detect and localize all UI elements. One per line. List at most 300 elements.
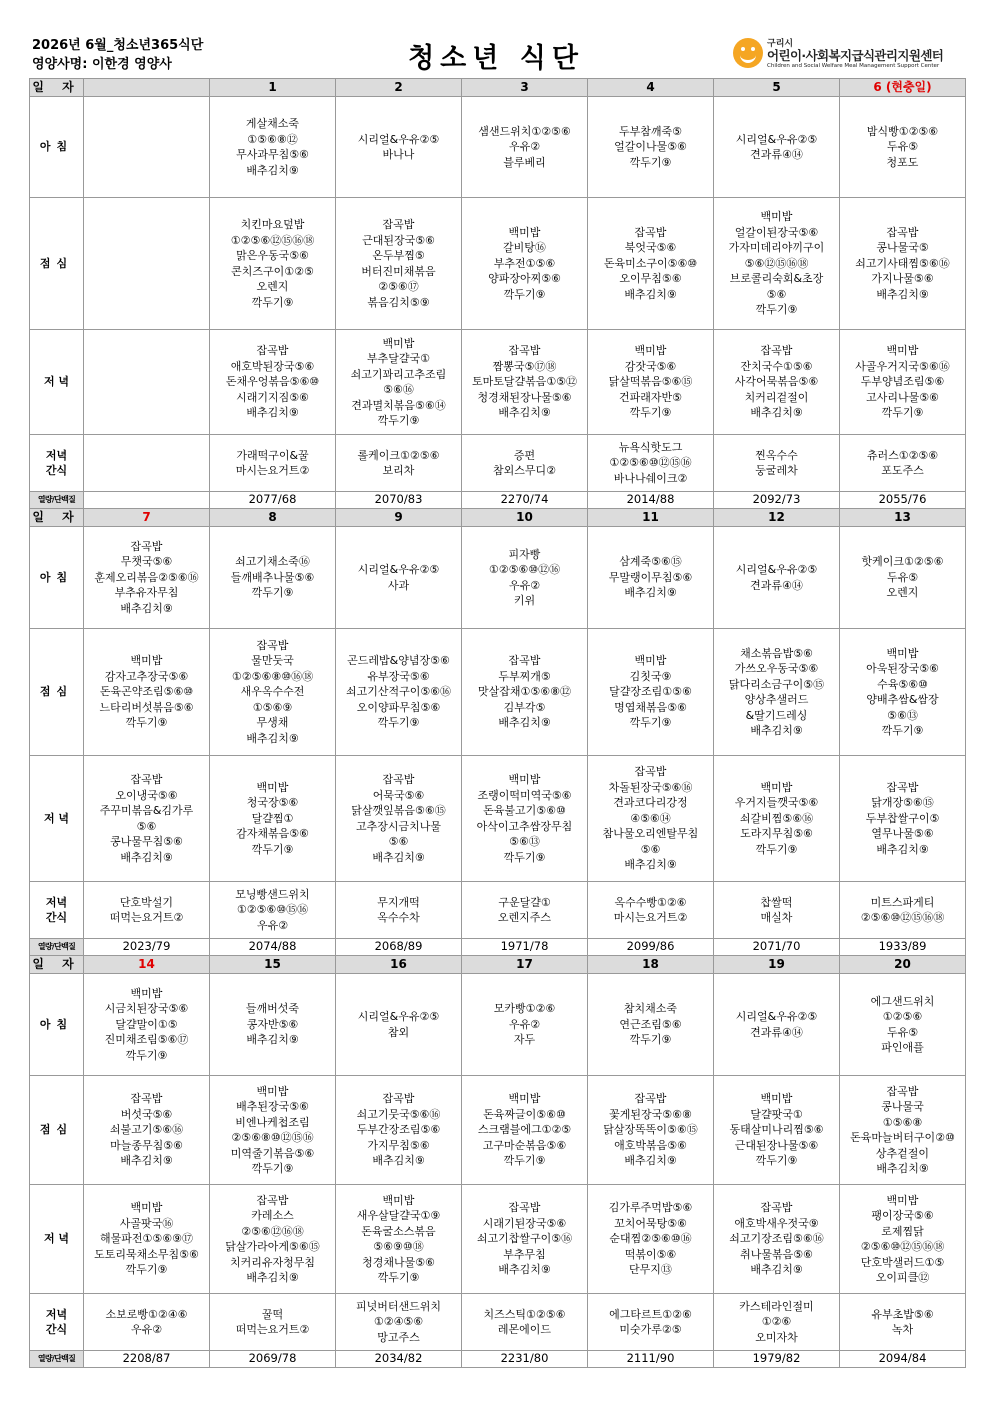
dinner-cell xyxy=(336,1185,462,1294)
breakfast-cell xyxy=(840,97,966,198)
breakfast-cell xyxy=(84,97,210,198)
menu-item: 카스테라인절미 xyxy=(739,1299,814,1313)
menu-item: 돈채우엉볶음⑤⑥⑩ xyxy=(225,375,320,389)
menu-item: 감잣국⑤⑥ xyxy=(624,359,677,373)
menu-item: 돈육미소구이⑤⑥⑩ xyxy=(603,256,698,270)
menu-item: 닭살가라아게⑤⑥⑮ xyxy=(225,1240,320,1253)
menu-item: 배추된장국⑤⑥ xyxy=(236,1100,309,1113)
menu-item: ⑤⑥⑨⑩⑱ xyxy=(373,1240,424,1253)
menu-item: 유부장국⑤⑥ xyxy=(367,669,430,683)
menu-item: 무말랭이무침⑤⑥ xyxy=(608,570,693,584)
menu-item: 백미밥 xyxy=(886,1193,919,1207)
breakfast-cell xyxy=(210,974,336,1076)
day-date: 2 xyxy=(336,79,462,97)
menu-item: 백미밥 xyxy=(382,336,415,350)
lunch-cell xyxy=(588,198,714,330)
menu-item: 쇠고기장조림⑤⑥⑯ xyxy=(729,1232,824,1246)
lunch-cell xyxy=(714,198,840,330)
menu-item: 부추무침 xyxy=(503,1247,546,1261)
calorie-value: 2070/83 xyxy=(336,492,462,509)
menu-item: 콩나물국⑤ xyxy=(876,241,929,255)
menu-item: 모카빵①②⑥ xyxy=(493,1002,556,1016)
menu-item: 잡곡밥 xyxy=(256,638,289,652)
lunch-cell xyxy=(210,1076,336,1185)
menu-item: 배추김치⑨ xyxy=(624,586,677,600)
menu-item: 토마토달걀볶음①⑤⑫ xyxy=(471,375,578,389)
menu-item: 들깨배추나물⑤⑥ xyxy=(230,570,315,584)
calorie-value: 2055/76 xyxy=(840,492,966,509)
menu-item: 백미밥 xyxy=(256,1084,289,1098)
menu-item: 사과 xyxy=(387,578,410,592)
menu-item: 백미밥 xyxy=(886,344,919,358)
lunch-cell xyxy=(462,1076,588,1185)
menu-item: 양배추쌈&쌈장 xyxy=(866,693,939,706)
calorie-label: 열량/단백질 xyxy=(30,939,84,956)
lunch-label xyxy=(30,198,84,330)
dietitian-name: 영양사명: 이한경 영양사 xyxy=(32,57,172,72)
lunch-cell xyxy=(840,1076,966,1185)
menu-item: 시리얼&우유②⑤ xyxy=(357,563,440,576)
dinner-label xyxy=(30,756,84,882)
meal-plan-table xyxy=(29,78,966,1368)
calorie-label: 열량/단백질 xyxy=(30,1351,84,1368)
breakfast-row xyxy=(30,97,966,198)
date-label: 일 자 xyxy=(30,79,84,97)
menu-item: 진미채조림⑤⑥⑰ xyxy=(104,1033,189,1047)
menu-item: 훈제오리볶음②⑤⑥⑯ xyxy=(94,570,199,584)
menu-item: 미트스파게티 xyxy=(870,895,935,909)
menu-item: 백미밥 xyxy=(760,780,793,794)
meal-label-lunch: 점심 xyxy=(39,256,74,270)
day-date: 19 xyxy=(714,956,840,974)
calorie-value: 2068/89 xyxy=(336,939,462,956)
menu-item: 배추김치⑨ xyxy=(246,731,299,745)
menu-item: 배추김치⑨ xyxy=(246,1271,299,1284)
menu-item: 깍두기⑨ xyxy=(251,586,294,600)
lunch-cell xyxy=(462,629,588,756)
logo-english-name: Children and Social Welfare Meal Management Support Center xyxy=(767,63,940,69)
menu-item: 브로콜리숙회&초장 xyxy=(729,272,824,286)
breakfast-row xyxy=(30,527,966,629)
menu-item: 카레소스 xyxy=(251,1209,294,1222)
menu-item: 참외 xyxy=(387,1025,410,1039)
snack-cell xyxy=(462,1294,588,1351)
menu-item: 잔치국수①⑤⑥ xyxy=(740,359,813,373)
menu-item: 두유⑤ xyxy=(886,140,919,154)
lunch-cell xyxy=(588,1076,714,1185)
menu-item: 애호박새우젓국⑨ xyxy=(734,1216,819,1230)
menu-item: ①②④⑤⑥ xyxy=(373,1315,424,1329)
menu-item: 백미밥 xyxy=(130,986,163,1000)
dinner-cell xyxy=(840,330,966,435)
day-date: 20 xyxy=(840,956,966,974)
menu-item: 오이양파무침⑤⑥ xyxy=(356,700,441,714)
menu-item: 두부찌개⑤ xyxy=(498,669,551,683)
day-date: 8 xyxy=(210,509,336,527)
menu-item: 배추김치⑨ xyxy=(624,287,677,301)
menu-item: 레몬에이드 xyxy=(497,1323,552,1336)
menu-item: 두유⑤ xyxy=(886,570,919,584)
menu-item: 견과코다리강정 xyxy=(613,796,688,810)
menu-item: 깍두기⑨ xyxy=(251,842,294,856)
menu-item: 백미밥 xyxy=(256,780,289,794)
menu-item: 잡곡밥 xyxy=(886,780,919,794)
snack-cell xyxy=(714,435,840,492)
menu-item: 키위 xyxy=(513,594,536,607)
menu-item: ⑤⑥⑫⑮⑯⑱ xyxy=(744,256,809,270)
calorie-value: 1971/78 xyxy=(462,939,588,956)
menu-item: ①②⑤⑥⑩⑫⑯ xyxy=(488,563,561,576)
menu-item: ⑤⑥ xyxy=(766,287,787,301)
day-date xyxy=(84,79,210,97)
menu-item: 깍두기⑨ xyxy=(377,716,420,730)
day-date: 1 xyxy=(210,79,336,97)
snack-label xyxy=(30,435,84,492)
meal-label-snack_2: 간식 xyxy=(45,1323,68,1336)
menu-item: 두부양념조림⑤⑥ xyxy=(860,375,945,389)
menu-item: 우유② xyxy=(130,1323,163,1336)
lunch-cell xyxy=(210,629,336,756)
dinner-cell xyxy=(210,330,336,435)
menu-item: 김칫국⑨ xyxy=(629,669,672,683)
meal-label-breakfast: 아침 xyxy=(39,1017,74,1031)
menu-item: 버섯국⑤⑥ xyxy=(120,1107,173,1121)
snack-cell xyxy=(462,435,588,492)
menu-item: 잡곡밥 xyxy=(886,225,919,239)
menu-item: 잡곡밥 xyxy=(634,1092,667,1106)
menu-item: 잡곡밥 xyxy=(130,773,163,786)
meal-label-snack_2: 간식 xyxy=(45,911,68,924)
snack-cell xyxy=(462,882,588,939)
menu-item: 달걀찜① xyxy=(251,811,294,825)
menu-item: 배추김치⑨ xyxy=(750,406,803,420)
lunch-row xyxy=(30,629,966,756)
menu-item: 아삭이고추쌈장무침 xyxy=(476,819,573,833)
menu-item: 순대찜②⑤⑥⑩⑯ xyxy=(609,1232,692,1246)
calorie-value: 2034/82 xyxy=(336,1351,462,1368)
menu-item: 잡곡밥 xyxy=(256,1193,289,1207)
menu-item: 피넛버터샌드위치 xyxy=(355,1299,441,1313)
menu-item: 시리얼&우유②⑤ xyxy=(357,1010,440,1023)
menu-item: 근대된장나물⑤⑥ xyxy=(734,1138,819,1152)
menu-item: 녹차 xyxy=(891,1323,914,1336)
date-label: 일 자 xyxy=(30,956,84,974)
calorie-value: 2208/87 xyxy=(84,1351,210,1368)
menu-item: 깍두기⑨ xyxy=(251,295,294,309)
menu-item: 두부간장조림⑤⑥ xyxy=(356,1123,441,1137)
snack-cell xyxy=(210,882,336,939)
snack-row xyxy=(30,1294,966,1351)
menu-item: 콩나물무침⑤⑥ xyxy=(110,835,183,848)
menu-item: 깍두기⑨ xyxy=(881,724,924,737)
menu-item: 매실차 xyxy=(760,911,793,924)
menu-item: 사골팟국⑯ xyxy=(119,1216,174,1230)
snack-cell xyxy=(588,882,714,939)
calorie-value: 2270/74 xyxy=(462,492,588,509)
menu-item: 단호박샐러드①⑤ xyxy=(860,1255,945,1269)
snack-cell xyxy=(714,882,840,939)
menu-item: 무생채 xyxy=(256,716,289,730)
menu-item: ②⑤⑥⑰ xyxy=(378,280,419,293)
day-date: 11 xyxy=(588,509,714,527)
menu-item: 갈비탕⑯ xyxy=(503,241,546,255)
calorie-value: 2092/73 xyxy=(714,492,840,509)
calorie-value: 2077/68 xyxy=(210,492,336,509)
menu-item: 잡곡밥 xyxy=(634,765,667,779)
menu-item: 버터진미채볶음 xyxy=(361,264,436,278)
menu-item: 닭살깻잎볶음⑤⑥⑮ xyxy=(351,804,446,817)
date-label: 일 자 xyxy=(30,509,84,527)
menu-item: 백미밥 xyxy=(130,1201,163,1215)
menu-item: 청포도 xyxy=(886,155,919,169)
menu-item: 비엔나케첩조림 xyxy=(235,1115,310,1129)
snack-cell xyxy=(840,882,966,939)
menu-item: 견과류④⑭ xyxy=(750,148,803,161)
menu-item: 백미밥 xyxy=(508,225,541,239)
meal-label-snack_1: 저녁 xyxy=(45,1307,68,1321)
menu-item: 미역줄기볶음⑤⑥ xyxy=(230,1146,315,1160)
calorie-value: 2069/78 xyxy=(210,1351,336,1368)
menu-item: ⑤⑥ xyxy=(136,819,157,833)
menu-item: 롤케이크①②⑤⑥ xyxy=(357,448,440,462)
menu-item: 깍두기⑨ xyxy=(629,406,672,420)
menu-item: 사각어묵볶음⑤⑥ xyxy=(734,375,819,389)
menu-item: 오렌지 xyxy=(256,280,289,293)
day-date: 9 xyxy=(336,509,462,527)
menu-item: 두유⑤ xyxy=(886,1025,919,1039)
menu-item: 우유② xyxy=(508,1017,541,1031)
menu-item: 로제찜닭 xyxy=(881,1224,924,1238)
dinner-cell xyxy=(588,1185,714,1294)
menu-item: 달걀장조림①⑤⑥ xyxy=(609,685,692,699)
menu-item: 시리얼&우유②⑤ xyxy=(735,1010,818,1023)
menu-item: 견과류④⑭ xyxy=(750,1025,803,1039)
menu-item: 아욱된장국⑤⑥ xyxy=(866,662,939,675)
menu-item: 우유② xyxy=(256,918,289,932)
menu-item: 단호박설기 xyxy=(119,895,174,909)
snack-cell xyxy=(84,435,210,492)
breakfast-cell xyxy=(588,97,714,198)
date-header-row xyxy=(30,79,966,97)
menu-item: 닭다리소금구이⑤⑮ xyxy=(728,677,825,691)
calorie-row xyxy=(30,939,966,956)
breakfast-cell xyxy=(336,97,462,198)
dinner-cell xyxy=(714,330,840,435)
dinner-row xyxy=(30,1185,966,1294)
menu-item: 배추김치⑨ xyxy=(372,1154,425,1168)
menu-item: 고사리나물⑤⑥ xyxy=(866,390,939,404)
menu-item: 배추김치⑨ xyxy=(120,601,173,615)
dinner-label xyxy=(30,330,84,435)
menu-item: 에그타르트①②⑥ xyxy=(609,1307,692,1321)
breakfast-cell xyxy=(462,527,588,629)
menu-item: ②⑤⑥⑩⑫⑮⑯⑱ xyxy=(860,911,945,924)
menu-item: 깍두기⑨ xyxy=(503,850,546,864)
menu-item: 배추김치⑨ xyxy=(120,850,173,864)
menu-item: 배추김치⑨ xyxy=(120,1154,173,1168)
dinner-cell xyxy=(462,330,588,435)
menu-item: 두부찹쌀구이⑤ xyxy=(865,811,940,825)
dinner-cell xyxy=(588,330,714,435)
lunch-cell xyxy=(84,629,210,756)
menu-item: 잡곡밥 xyxy=(760,344,793,358)
menu-item: ①②⑤⑥⑩⑮⑯ xyxy=(236,903,309,917)
menu-item: 고추장시금치나물 xyxy=(355,819,441,833)
menu-item: 쇠불고기⑤⑥⑯ xyxy=(109,1123,184,1137)
menu-item: 취나물볶음⑤⑥ xyxy=(740,1247,813,1261)
menu-item: 새우살달걀국①⑨ xyxy=(356,1209,441,1222)
menu-item: 돈육굴소스볶음 xyxy=(361,1224,436,1238)
menu-item: 핫케이크①②⑤⑥ xyxy=(861,555,944,569)
dinner-cell xyxy=(336,756,462,882)
day-date: 16 xyxy=(336,956,462,974)
menu-item: 게살채소죽 xyxy=(245,117,300,130)
menu-item: 바나나 xyxy=(382,148,415,161)
menu-item: 쇠고기사태찜⑤⑥⑯ xyxy=(855,256,950,270)
lunch-row xyxy=(30,1076,966,1185)
menu-item: 백미밥 xyxy=(886,646,919,660)
snack-cell xyxy=(336,1294,462,1351)
menu-item: 깍두기⑨ xyxy=(629,716,672,730)
menu-item: 치커리겉절이 xyxy=(744,390,809,404)
dinner-cell xyxy=(84,756,210,882)
menu-item: ⑤⑥ xyxy=(640,842,661,856)
menu-item: 백미밥 xyxy=(130,654,163,668)
logo-center-name: 어린이·사회복지급식관리지원센터 xyxy=(767,48,944,63)
menu-item: 달걀팟국① xyxy=(750,1107,803,1121)
menu-item: 열무나물⑤⑥ xyxy=(871,827,934,841)
dinner-cell xyxy=(714,756,840,882)
menu-item: 백미밥 xyxy=(508,1092,541,1106)
menu-item: 잡곡밥 xyxy=(130,1092,163,1106)
menu-item: 깍두기⑨ xyxy=(629,1033,672,1047)
lunch-cell xyxy=(840,629,966,756)
menu-item: 망고주스 xyxy=(377,1330,420,1344)
menu-item: 가지무침⑤⑥ xyxy=(367,1138,430,1152)
breakfast-cell xyxy=(714,97,840,198)
menu-item: 양상추샐러드 xyxy=(744,693,809,706)
snack-cell xyxy=(714,1294,840,1351)
menu-item: 치커리유자청무침 xyxy=(229,1255,315,1269)
menu-item: 닭살장똑똑이⑤⑥⑮ xyxy=(603,1123,698,1137)
menu-item: 잡곡밥 xyxy=(760,1201,793,1215)
menu-item: 깍두기⑨ xyxy=(125,1263,168,1277)
menu-item: 잡곡밥 xyxy=(508,344,541,358)
menu-item: 자두 xyxy=(513,1033,536,1047)
menu-item: 얼갈이나물⑤⑥ xyxy=(614,140,687,154)
breakfast-cell xyxy=(210,527,336,629)
menu-item: 새우옥수수전 xyxy=(240,685,305,699)
menu-item: 청국장⑤⑥ xyxy=(246,796,299,810)
menu-item: 뉴욕식핫도그 xyxy=(618,440,683,454)
menu-item: 청경채나물⑤⑥ xyxy=(362,1255,435,1269)
menu-item: 두부참깨죽⑤ xyxy=(619,124,682,138)
dinner-cell xyxy=(84,1185,210,1294)
menu-item: 마시는요거트② xyxy=(613,911,688,924)
menu-item: 쇠고기뭇국⑤⑥⑯ xyxy=(356,1107,441,1121)
calorie-value: 2014/88 xyxy=(588,492,714,509)
breakfast-label xyxy=(30,527,84,629)
menu-item: 돈육짜글이⑤⑥⑩ xyxy=(483,1107,566,1121)
menu-item: ②⑤⑥⑫⑯⑱ xyxy=(241,1224,304,1238)
menu-item: 부추전①⑤⑥ xyxy=(493,256,556,270)
menu-item: 삼계죽⑤⑥⑮ xyxy=(619,555,682,569)
menu-item: 떡볶이⑤⑥ xyxy=(624,1247,677,1261)
menu-item: 김부각⑤ xyxy=(503,700,546,714)
lunch-cell xyxy=(84,1076,210,1185)
menu-item: 깍두기⑨ xyxy=(377,414,420,427)
menu-item: 깍두기⑨ xyxy=(503,287,546,301)
menu-item: 우유② xyxy=(508,140,541,154)
menu-item: 유부초밥⑤⑥ xyxy=(871,1307,934,1321)
menu-item: 가지나물⑤⑥ xyxy=(871,272,934,286)
menu-item: 배추김치⑨ xyxy=(372,850,425,864)
menu-item: ⑤⑥⑬ xyxy=(887,708,918,722)
menu-item: 도라지무침⑤⑥ xyxy=(740,827,813,841)
menu-item: 온두부찜⑤ xyxy=(372,249,425,262)
snack-cell xyxy=(336,435,462,492)
menu-item: 쇠고기산적구이⑤⑥⑯ xyxy=(345,685,452,699)
menu-item: 치즈스틱①②⑤⑥ xyxy=(483,1307,566,1321)
breakfast-cell xyxy=(462,974,588,1076)
dinner-cell xyxy=(210,756,336,882)
breakfast-row xyxy=(30,974,966,1076)
menu-item: ②⑤⑥⑩⑫⑮⑯⑱ xyxy=(860,1240,945,1253)
menu-item: ⑤⑥ xyxy=(388,835,409,848)
menu-item: 콘치즈구이①②⑤ xyxy=(231,264,314,278)
menu-item: 배추김치⑨ xyxy=(624,858,677,872)
menu-item: 돈육마늘버터구이②⑩ xyxy=(850,1131,955,1144)
menu-item: 잡곡밥 xyxy=(256,344,289,358)
lunch-cell xyxy=(336,1076,462,1185)
snack-cell xyxy=(84,882,210,939)
menu-period: 2026년 6월_청소년365식단 xyxy=(32,38,204,53)
menu-item: 에그샌드위치 xyxy=(870,994,935,1008)
menu-item: 꼬치어묵탕⑤⑥ xyxy=(614,1216,687,1230)
meal-label-snack_1: 저녁 xyxy=(45,895,68,909)
menu-item: 참나물오리엔탈무침 xyxy=(602,827,699,841)
logo-city: 구리시 xyxy=(767,39,794,49)
day-date: 17 xyxy=(462,956,588,974)
menu-item: 백미밥 xyxy=(382,1193,415,1207)
snack-cell xyxy=(588,435,714,492)
menu-item: 배추김치⑨ xyxy=(876,1162,929,1175)
day-date: 6 (현충일) xyxy=(840,79,966,97)
menu-item: 우유② xyxy=(508,578,541,592)
menu-item: 잡곡밥 xyxy=(382,218,415,231)
breakfast-cell xyxy=(714,527,840,629)
menu-item: 청경채된장나물⑤⑥ xyxy=(477,390,572,404)
menu-item: 북엇국⑤⑥ xyxy=(624,241,677,255)
menu-item: 가자미데리야끼구이 xyxy=(728,241,825,255)
menu-item: 피자빵 xyxy=(508,547,541,561)
dinner-label xyxy=(30,1185,84,1294)
meal-label-dinner: 저 녁 xyxy=(43,811,70,825)
day-date: 18 xyxy=(588,956,714,974)
calorie-value: 2023/79 xyxy=(84,939,210,956)
menu-item: 팽이장국⑤⑥ xyxy=(871,1209,934,1222)
menu-item: 배추김치⑨ xyxy=(246,1033,299,1047)
calorie-value: 2099/86 xyxy=(588,939,714,956)
menu-item: 깍두기⑨ xyxy=(125,716,168,730)
menu-item: 감자채볶음⑤⑥ xyxy=(236,827,309,841)
day-date: 12 xyxy=(714,509,840,527)
menu-item: 배추김치⑨ xyxy=(246,406,299,420)
menu-item: 쇠고기채소죽⑯ xyxy=(235,555,310,569)
menu-item: 배추김치⑨ xyxy=(498,406,551,420)
lunch-label xyxy=(30,629,84,756)
breakfast-cell xyxy=(840,974,966,1076)
